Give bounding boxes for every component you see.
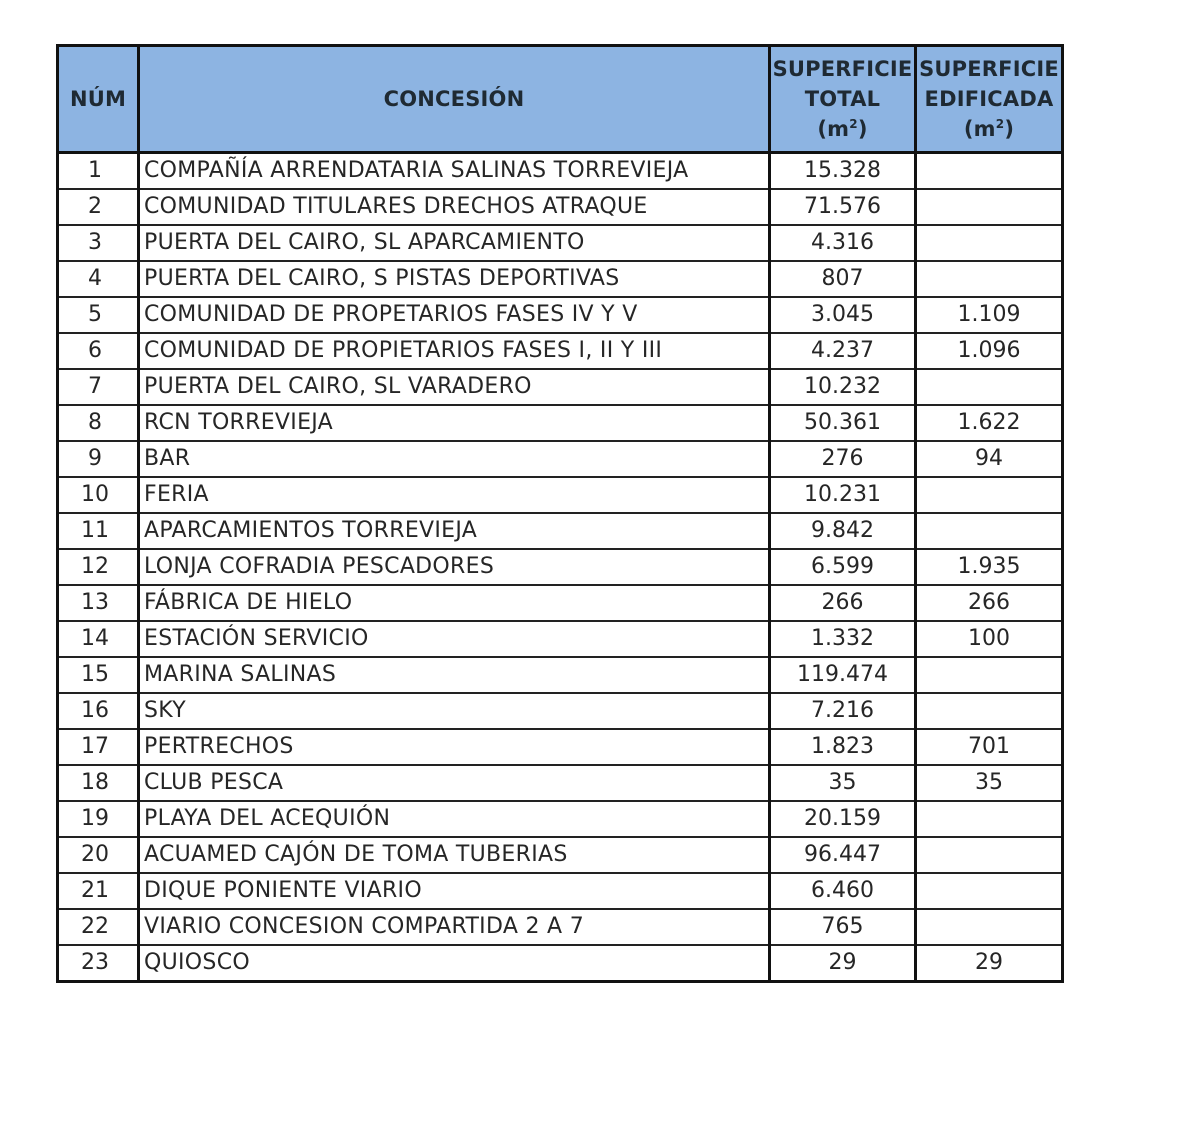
row-num-cell: 17 bbox=[58, 729, 139, 765]
unit-close: ) bbox=[1004, 117, 1015, 141]
row-superficie-edificada-cell bbox=[916, 693, 1063, 729]
row-num-cell: 2 bbox=[58, 189, 139, 225]
row-superficie-edificada-cell bbox=[916, 369, 1063, 405]
row-concesion-cell: LONJA COFRADIA PESCADORES bbox=[139, 549, 770, 585]
table-body bbox=[58, 153, 1063, 982]
table-row bbox=[58, 585, 1063, 621]
row-concesion-cell: COMPAÑÍA ARRENDATARIA SALINAS TORREVIEJA bbox=[139, 153, 770, 190]
row-superficie-edificada-cell bbox=[916, 909, 1063, 945]
row-superficie-edificada-cell bbox=[916, 477, 1063, 513]
table-row bbox=[58, 189, 1063, 225]
row-concesion-cell: SKY bbox=[139, 693, 770, 729]
unit-close: ) bbox=[857, 117, 868, 141]
row-num-cell: 8 bbox=[58, 405, 139, 441]
row-superficie-total-cell: 4.237 bbox=[770, 333, 916, 369]
row-superficie-total-cell: 765 bbox=[770, 909, 916, 945]
row-concesion-cell: PUERTA DEL CAIRO, S PISTAS DEPORTIVAS bbox=[139, 261, 770, 297]
row-superficie-total-cell: 1.823 bbox=[770, 729, 916, 765]
row-concesion-cell: COMUNIDAD TITULARES DRECHOS ATRAQUE bbox=[139, 189, 770, 225]
row-num-cell: 20 bbox=[58, 837, 139, 873]
row-superficie-total-cell: 6.460 bbox=[770, 873, 916, 909]
row-superficie-edificada-cell: 701 bbox=[916, 729, 1063, 765]
row-num-cell: 12 bbox=[58, 549, 139, 585]
row-num-cell: 6 bbox=[58, 333, 139, 369]
row-concesion-cell: BAR bbox=[139, 441, 770, 477]
row-num-cell: 5 bbox=[58, 297, 139, 333]
row-num-cell: 7 bbox=[58, 369, 139, 405]
row-superficie-total-cell: 276 bbox=[770, 441, 916, 477]
concessions-table-wrapper bbox=[56, 44, 1061, 983]
row-concesion-cell: FÁBRICA DE HIELO bbox=[139, 585, 770, 621]
row-superficie-total-cell: 96.447 bbox=[770, 837, 916, 873]
header-superficie-edificada-line2: EDIFICADA bbox=[924, 87, 1054, 111]
row-concesion-cell: PUERTA DEL CAIRO, SL APARCAMIENTO bbox=[139, 225, 770, 261]
table-row bbox=[58, 549, 1063, 585]
table-row bbox=[58, 297, 1063, 333]
table-row bbox=[58, 729, 1063, 765]
row-num-cell: 22 bbox=[58, 909, 139, 945]
table-row bbox=[58, 441, 1063, 477]
table-row bbox=[58, 621, 1063, 657]
row-concesion-cell: CLUB PESCA bbox=[139, 765, 770, 801]
row-superficie-total-cell: 10.231 bbox=[770, 477, 916, 513]
row-superficie-edificada-cell: 94 bbox=[916, 441, 1063, 477]
row-superficie-edificada-cell: 1.622 bbox=[916, 405, 1063, 441]
row-superficie-edificada-cell bbox=[916, 189, 1063, 225]
table-row bbox=[58, 477, 1063, 513]
header-superficie-total-unit bbox=[771, 114, 914, 144]
row-num-cell: 4 bbox=[58, 261, 139, 297]
row-num-cell: 1 bbox=[58, 153, 139, 190]
row-superficie-total-cell: 71.576 bbox=[770, 189, 916, 225]
table-row bbox=[58, 909, 1063, 945]
row-superficie-edificada-cell bbox=[916, 873, 1063, 909]
row-superficie-edificada-cell bbox=[916, 801, 1063, 837]
table-row bbox=[58, 261, 1063, 297]
row-concesion-cell: VIARIO CONCESION COMPARTIDA 2 A 7 bbox=[139, 909, 770, 945]
row-superficie-total-cell: 3.045 bbox=[770, 297, 916, 333]
header-superficie-edificada-unit bbox=[917, 114, 1061, 144]
row-concesion-cell: RCN TORREVIEJA bbox=[139, 405, 770, 441]
header-row bbox=[58, 46, 1063, 153]
header-concesion: CONCESIÓN bbox=[139, 46, 770, 153]
row-superficie-total-cell: 15.328 bbox=[770, 153, 916, 190]
row-superficie-edificada-cell: 100 bbox=[916, 621, 1063, 657]
unit-open: (m bbox=[817, 117, 850, 141]
row-superficie-edificada-cell: 1.096 bbox=[916, 333, 1063, 369]
table-row bbox=[58, 873, 1063, 909]
table-row bbox=[58, 153, 1063, 190]
table-row bbox=[58, 801, 1063, 837]
row-num-cell: 19 bbox=[58, 801, 139, 837]
table-header bbox=[58, 46, 1063, 153]
row-superficie-edificada-cell bbox=[916, 153, 1063, 190]
row-superficie-total-cell: 4.316 bbox=[770, 225, 916, 261]
row-concesion-cell: FERIA bbox=[139, 477, 770, 513]
row-num-cell: 14 bbox=[58, 621, 139, 657]
table-row bbox=[58, 945, 1063, 982]
row-concesion-cell: APARCAMIENTOS TORREVIEJA bbox=[139, 513, 770, 549]
row-superficie-total-cell: 119.474 bbox=[770, 657, 916, 693]
unit-open: (m bbox=[963, 117, 996, 141]
table-row bbox=[58, 657, 1063, 693]
table-row bbox=[58, 837, 1063, 873]
row-superficie-edificada-cell bbox=[916, 657, 1063, 693]
row-num-cell: 11 bbox=[58, 513, 139, 549]
row-superficie-edificada-cell bbox=[916, 225, 1063, 261]
table-row bbox=[58, 405, 1063, 441]
header-superficie-edificada bbox=[916, 46, 1063, 153]
row-superficie-total-cell: 7.216 bbox=[770, 693, 916, 729]
header-superficie-total bbox=[770, 46, 916, 153]
table-row bbox=[58, 513, 1063, 549]
concessions-table bbox=[56, 44, 1064, 983]
header-superficie-edificada-line1: SUPERFICIE bbox=[919, 57, 1059, 81]
row-concesion-cell: COMUNIDAD DE PROPETARIOS FASES IV Y V bbox=[139, 297, 770, 333]
row-superficie-edificada-cell: 1.935 bbox=[916, 549, 1063, 585]
row-superficie-edificada-cell bbox=[916, 837, 1063, 873]
row-concesion-cell: COMUNIDAD DE PROPIETARIOS FASES I, II Y III bbox=[139, 333, 770, 369]
row-concesion-cell: DIQUE PONIENTE VIARIO bbox=[139, 873, 770, 909]
table-row bbox=[58, 765, 1063, 801]
row-concesion-cell: PERTRECHOS bbox=[139, 729, 770, 765]
header-superficie-total-line1: SUPERFICIE bbox=[772, 57, 913, 81]
row-superficie-total-cell: 20.159 bbox=[770, 801, 916, 837]
row-num-cell: 21 bbox=[58, 873, 139, 909]
row-superficie-total-cell: 6.599 bbox=[770, 549, 916, 585]
row-superficie-edificada-cell: 35 bbox=[916, 765, 1063, 801]
row-num-cell: 9 bbox=[58, 441, 139, 477]
row-superficie-total-cell: 35 bbox=[770, 765, 916, 801]
unit-exponent: 2 bbox=[849, 117, 858, 131]
row-num-cell: 16 bbox=[58, 693, 139, 729]
row-num-cell: 15 bbox=[58, 657, 139, 693]
row-num-cell: 23 bbox=[58, 945, 139, 982]
row-num-cell: 3 bbox=[58, 225, 139, 261]
table-row bbox=[58, 333, 1063, 369]
row-superficie-edificada-cell bbox=[916, 513, 1063, 549]
row-superficie-total-cell: 50.361 bbox=[770, 405, 916, 441]
row-superficie-edificada-cell: 266 bbox=[916, 585, 1063, 621]
row-num-cell: 10 bbox=[58, 477, 139, 513]
row-superficie-total-cell: 9.842 bbox=[770, 513, 916, 549]
row-superficie-edificada-cell bbox=[916, 261, 1063, 297]
row-superficie-total-cell: 266 bbox=[770, 585, 916, 621]
unit-exponent: 2 bbox=[995, 117, 1005, 131]
row-superficie-total-cell: 807 bbox=[770, 261, 916, 297]
row-concesion-cell: QUIOSCO bbox=[139, 945, 770, 982]
row-superficie-total-cell: 29 bbox=[770, 945, 916, 982]
row-num-cell: 13 bbox=[58, 585, 139, 621]
row-concesion-cell: ACUAMED CAJÓN DE TOMA TUBERIAS bbox=[139, 837, 770, 873]
row-num-cell: 18 bbox=[58, 765, 139, 801]
row-concesion-cell: PLAYA DEL ACEQUIÓN bbox=[139, 801, 770, 837]
table-row bbox=[58, 225, 1063, 261]
header-num: NÚM bbox=[58, 46, 139, 153]
row-superficie-edificada-cell: 29 bbox=[916, 945, 1063, 982]
row-superficie-total-cell: 1.332 bbox=[770, 621, 916, 657]
row-concesion-cell: PUERTA DEL CAIRO, SL VARADERO bbox=[139, 369, 770, 405]
table-row bbox=[58, 693, 1063, 729]
row-superficie-total-cell: 10.232 bbox=[770, 369, 916, 405]
row-superficie-edificada-cell: 1.109 bbox=[916, 297, 1063, 333]
header-superficie-total-line2: TOTAL bbox=[804, 87, 881, 111]
table-row bbox=[58, 369, 1063, 405]
row-concesion-cell: ESTACIÓN SERVICIO bbox=[139, 621, 770, 657]
row-concesion-cell: MARINA SALINAS bbox=[139, 657, 770, 693]
